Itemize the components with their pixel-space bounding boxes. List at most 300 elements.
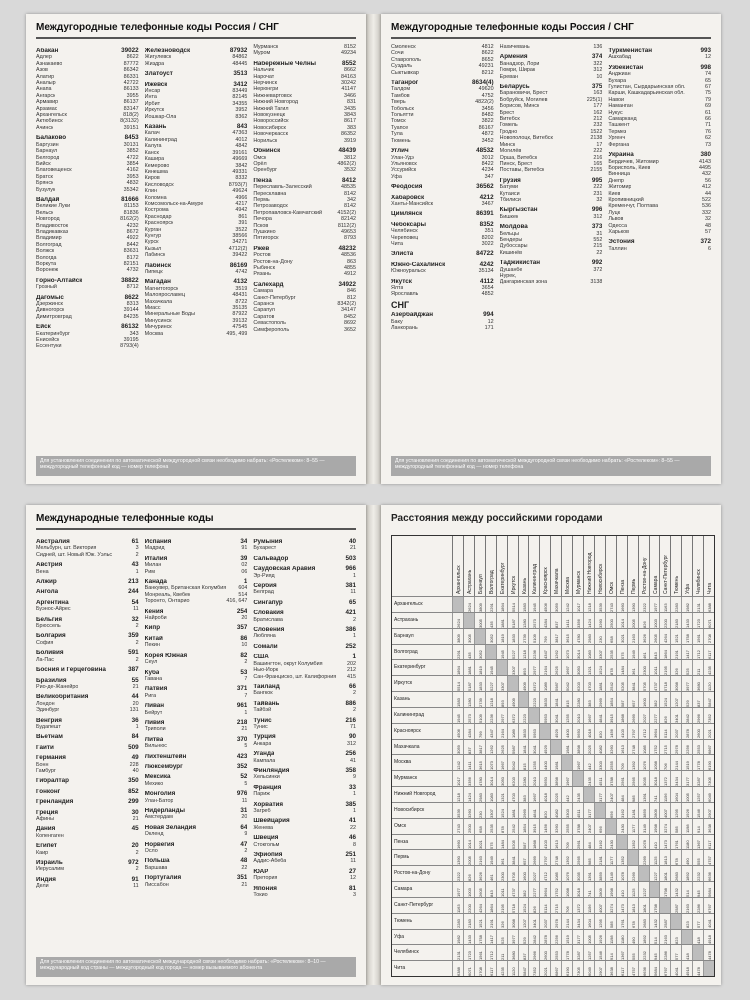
distance-value: 361 xyxy=(630,668,636,676)
dial-code: 8622 xyxy=(124,293,139,301)
dial-code: 84 xyxy=(131,733,139,741)
distance-value: 2283 xyxy=(456,919,461,929)
column-city-name: Астрахань xyxy=(466,569,473,594)
place-name: Краснодар xyxy=(144,213,172,220)
distance-value: 1801 xyxy=(641,903,647,913)
distance-value: 741 xyxy=(587,890,592,897)
distance-value: 1085 xyxy=(641,745,647,755)
distance-value: 1391 xyxy=(641,792,647,802)
distance-value: 893 xyxy=(521,668,527,676)
distance-value: 2200 xyxy=(663,618,669,628)
place-name: Боливия xyxy=(36,650,64,657)
distance-row xyxy=(452,723,714,740)
place-name: Ташкент xyxy=(608,122,630,129)
distance-value: 1014 xyxy=(619,618,625,628)
distance-value: 2555 xyxy=(565,824,571,834)
place-name: Анапа xyxy=(36,86,52,93)
distance-value: 2878 xyxy=(685,729,691,739)
dial-code: 2 xyxy=(353,690,357,697)
place-name: Абакан xyxy=(36,48,59,54)
distance-value: 2256 xyxy=(685,745,691,755)
distance-value: 1073 xyxy=(488,761,494,771)
code-column xyxy=(36,535,139,949)
distance-value: 4041 xyxy=(674,967,680,976)
distance-value: 1660 xyxy=(619,602,625,612)
distance-value: 2025 xyxy=(554,792,560,802)
distance-value: 2131 xyxy=(456,951,461,961)
place-name: Гамбург xyxy=(36,767,56,774)
place-name: Аналыр xyxy=(36,80,56,87)
dial-code: 39022 xyxy=(121,47,139,54)
city-code-entry xyxy=(145,252,248,258)
dial-code: 87932 xyxy=(229,47,248,54)
distance-value: 2407 xyxy=(587,824,592,834)
place-name: Тюмень xyxy=(391,137,411,144)
distance-value: 585 xyxy=(608,921,614,929)
column-city-name: Мурманск xyxy=(576,570,583,594)
distance-value: 3021 xyxy=(477,840,483,850)
dial-code: 38566 xyxy=(232,232,248,239)
distance-value: 5205 xyxy=(619,682,625,691)
place-name: Бухара xyxy=(608,77,627,84)
dial-code: 162 xyxy=(593,109,603,116)
distance-value: 1367 xyxy=(696,840,702,850)
dial-code: 3822 xyxy=(481,118,494,125)
dial-code: 8452 xyxy=(344,313,357,320)
distance-value: 1667 xyxy=(532,792,538,802)
distance-value: 3059 xyxy=(456,745,461,755)
distance-row xyxy=(452,739,714,756)
distance-value: 5514 xyxy=(510,602,516,612)
distance-value: 4737 xyxy=(510,887,516,897)
dial-code: 31 xyxy=(240,807,248,814)
row-city-name: Барнаул xyxy=(392,628,452,644)
place-name: Минск xyxy=(499,141,516,148)
page-title: Международные телефонные коды xyxy=(36,513,214,524)
place-name: Бузулук xyxy=(36,186,56,193)
dial-code: 3522 xyxy=(235,226,248,233)
place-name: Нижневартовск xyxy=(253,92,292,99)
distance-value: 2748 xyxy=(554,856,560,866)
distance-row xyxy=(452,786,714,803)
place-name: Сомали xyxy=(253,643,278,650)
distance-value: 2573 xyxy=(466,713,472,723)
dial-code: 12 xyxy=(705,54,712,61)
place-name: Гренландия xyxy=(36,799,74,806)
distance-value: 2500 xyxy=(466,824,472,834)
place-name: Владимир xyxy=(36,235,62,242)
dial-code: 347 xyxy=(484,173,494,180)
distance-value: 2131 xyxy=(696,602,702,612)
distance-value: 5684 xyxy=(652,967,658,976)
distance-value: 1227 xyxy=(641,887,647,897)
dial-code: 9 xyxy=(353,774,357,781)
dial-code: 45 xyxy=(131,825,139,833)
place-name: Ачинск xyxy=(36,124,54,131)
distance-value: 5114 xyxy=(543,904,549,913)
place-name: Челябинск xyxy=(391,228,418,235)
distance-value: 4841 xyxy=(532,808,538,818)
place-name: Эстония xyxy=(608,239,635,246)
dial-code: 86 xyxy=(240,634,248,642)
distance-value: 2969 xyxy=(597,697,603,707)
dial-code: 351 xyxy=(236,874,248,882)
dial-code: 81666 xyxy=(121,195,139,203)
column-city-name: Нижний Новгород xyxy=(587,552,593,594)
dial-code: 39195 xyxy=(123,337,139,344)
place-name: Токио xyxy=(253,892,268,899)
dial-code: 4942 xyxy=(235,207,248,214)
place-name: Узбекистан xyxy=(608,64,644,71)
distance-value: 1255 xyxy=(532,761,538,771)
distance-value: 1521 xyxy=(477,919,483,929)
country-code-entry xyxy=(145,764,248,770)
distance-value: 1833 xyxy=(477,682,483,691)
distance-value: 4737 xyxy=(652,682,658,691)
place-name: Бразилия xyxy=(36,677,67,684)
place-name: Монреаль, Квебек xyxy=(144,591,191,598)
dial-code: 34922 xyxy=(338,280,357,288)
distance-value: 1280 xyxy=(521,618,527,628)
column-city-name: Тюмень xyxy=(674,575,681,594)
city-code-entry xyxy=(145,743,248,749)
place-name: Осло xyxy=(144,848,158,855)
column-city-name: Москва xyxy=(565,576,572,594)
distance-value: 2269 xyxy=(641,856,647,866)
place-name: Златоуст xyxy=(144,71,173,78)
place-name: Эфиопия xyxy=(253,852,283,859)
dial-code: 47545 xyxy=(232,324,248,331)
place-name: Новая Зеландия xyxy=(144,824,197,831)
place-name: Кыргызстан xyxy=(499,207,538,214)
place-name: Саранск xyxy=(253,301,275,308)
city-code-entry xyxy=(36,724,139,730)
distance-value: 4506 xyxy=(543,602,549,612)
distance-value: 2277 xyxy=(532,887,538,897)
place-name: Великие Луки xyxy=(36,203,71,210)
distance-value: 3664 xyxy=(543,887,549,897)
dial-code: 3953 xyxy=(126,173,139,180)
distance-value: 3149 xyxy=(608,872,614,881)
place-name: Хабаровск xyxy=(391,194,425,201)
place-name: Ургенч xyxy=(608,135,626,142)
distance-value: 1977 xyxy=(456,887,461,897)
place-name: Ашхабад xyxy=(608,54,632,61)
distance-value: 2683 xyxy=(674,872,680,881)
title-rule xyxy=(36,37,356,39)
distance-value: 1432 xyxy=(652,919,658,929)
distance-value: 3915 xyxy=(532,824,538,834)
dial-code: 412 xyxy=(702,184,712,191)
dial-code: 228 xyxy=(129,761,139,768)
dial-code: 4112 xyxy=(480,277,494,285)
place-name: Пенза xyxy=(253,177,272,184)
dial-code: 87922 xyxy=(232,311,248,318)
place-name: Талдом xyxy=(391,86,411,93)
distance-value: 2223 xyxy=(532,697,538,707)
dial-code: 33 xyxy=(349,783,357,791)
dial-code: 231 xyxy=(593,190,603,197)
distance-value: 2565 xyxy=(630,777,636,786)
dial-code: 10 xyxy=(241,642,248,649)
distance-value: 1758 xyxy=(685,634,691,644)
dial-code: 49 xyxy=(131,754,139,762)
place-name: Брянск xyxy=(36,180,54,187)
distance-value: 4347 xyxy=(488,729,494,739)
distance-value: 656 xyxy=(597,826,603,834)
place-name: Тбилиси xyxy=(499,196,521,203)
distance-cell xyxy=(703,613,715,629)
dial-code: 81153 xyxy=(124,203,139,210)
place-name: Сан-Франциско, шт. Калифорния xyxy=(253,673,337,680)
row-city-name: Волгоград xyxy=(392,644,452,660)
place-name: Волгоград xyxy=(36,241,62,248)
distance-value: 2966 xyxy=(696,713,702,723)
place-name: Ванадзор, Лори xyxy=(499,60,540,67)
dial-code: 8 xyxy=(353,841,357,848)
city-code-entry xyxy=(253,758,356,764)
place-name: Таллин xyxy=(608,245,627,252)
distance-value: 442 xyxy=(587,763,592,771)
city-code-entry xyxy=(36,314,139,320)
dial-code: 4234 xyxy=(481,167,494,174)
place-name: Найроби xyxy=(144,615,167,622)
page-international-codes xyxy=(26,505,366,985)
dial-code: 69 xyxy=(705,103,712,110)
distance-value: 6636 xyxy=(707,872,713,881)
place-name: Хорватия xyxy=(253,801,284,808)
distance-value: 3021 xyxy=(619,634,625,644)
place-name: Корея Южная xyxy=(144,652,188,659)
distance-value: 837 xyxy=(554,620,560,628)
dial-code: 20 xyxy=(241,814,248,821)
dial-code: 322 xyxy=(593,60,603,67)
distance-value: 1073 xyxy=(565,650,571,660)
place-name: Гюмри, Ширак xyxy=(499,67,536,74)
city-code-entry xyxy=(253,707,356,713)
distance-value: 4082 xyxy=(554,808,560,818)
dial-code: 5 xyxy=(244,743,248,750)
distance-value: 383 xyxy=(587,700,592,707)
distance-value: 6071 xyxy=(707,618,713,628)
dial-code: 416, 647 xyxy=(226,598,248,605)
city-code-entry xyxy=(253,327,356,333)
dial-code: 1 xyxy=(353,808,357,814)
place-name: Кения xyxy=(144,608,164,615)
dial-code: 4012 xyxy=(235,136,248,143)
dialing-instructions: Для установления соединения по автоматической международной связи необходимо набрать: «Ростелеком»: 8–10 — международный код страны — междугородный код города — номер вызываемого абонента xyxy=(36,957,356,977)
distance-value: 1949 xyxy=(630,650,636,660)
place-name: Гаити xyxy=(36,744,54,751)
dial-code: 39422 xyxy=(232,252,248,259)
distance-value: 1417 xyxy=(488,935,494,945)
dial-code: 65 xyxy=(705,77,712,84)
distance-value: 1864 xyxy=(663,650,669,660)
place-name: Гулистан, Сырдарьинская обл. xyxy=(608,84,686,91)
dial-code: 74 xyxy=(705,71,712,78)
place-name: Вьетнам xyxy=(36,734,63,741)
dial-code: 49624 xyxy=(232,188,248,195)
place-name: Стокгольм xyxy=(253,841,280,848)
distance-value: 6203 xyxy=(510,777,516,786)
dial-code: 225(1) xyxy=(586,96,603,103)
distance-value: 5514 xyxy=(456,682,461,691)
place-name: США xyxy=(253,654,269,661)
distance-table xyxy=(391,535,715,977)
distance-value: 1758 xyxy=(477,935,483,945)
place-name: Швеция xyxy=(253,835,279,842)
distance-value: 2542 xyxy=(608,682,614,691)
page-intercity-codes-right xyxy=(381,14,721,484)
column-city-name: Красноярск xyxy=(543,567,550,594)
distance-cell xyxy=(703,676,715,692)
dial-code: 4832 xyxy=(126,180,139,187)
distance-value: 5953 xyxy=(532,729,538,739)
city-code-entry xyxy=(391,174,494,180)
code-column xyxy=(500,44,603,448)
distance-value: 3809 xyxy=(477,602,483,612)
place-name: Сербия xyxy=(253,583,277,590)
distance-value: 484 xyxy=(587,842,592,850)
place-name: Витебск xyxy=(499,116,520,123)
dial-code: 84722 xyxy=(476,250,494,258)
dial-code: 86137 xyxy=(123,99,139,106)
place-name: Уссурийск xyxy=(391,167,417,174)
dial-code: 8793(7) xyxy=(228,181,248,188)
place-name: Южно-Сахалинск xyxy=(391,261,446,268)
dial-code: 48232 xyxy=(338,244,357,252)
distance-value: 1177 xyxy=(630,824,636,834)
dial-code: 35342 xyxy=(123,186,139,193)
distance-value: 1841 xyxy=(554,697,560,707)
city-code-entry xyxy=(36,833,139,839)
city-code-entry xyxy=(253,808,356,814)
distance-value: 799 xyxy=(477,731,483,739)
distance-value: 587 xyxy=(521,842,527,850)
place-name: Братск xyxy=(36,173,53,180)
dial-code: 3466 xyxy=(344,92,357,99)
distance-value: 3977 xyxy=(510,935,516,945)
distance-value: 3177 xyxy=(597,792,603,802)
distance-value: 3615 xyxy=(477,761,483,771)
distance-value: 575 xyxy=(488,842,494,850)
place-name: Петропавловск-Камчатский xyxy=(253,209,323,216)
dial-code: 996 xyxy=(591,206,603,214)
place-name: Переславль-Залесский xyxy=(253,184,312,191)
distance-value: 1125 xyxy=(630,888,636,897)
distance-value: 6117 xyxy=(707,840,713,850)
dial-code: 2 xyxy=(353,616,357,623)
city-code-entry xyxy=(36,707,139,713)
place-name: Калуга xyxy=(144,143,162,150)
city-code-entry xyxy=(145,865,248,871)
distance-value: 6388 xyxy=(456,967,461,976)
distance-value: 1473 xyxy=(663,840,669,850)
distance-value: 1218 xyxy=(587,602,592,612)
distance-value: 2625 xyxy=(499,745,505,755)
dial-code: 212 xyxy=(347,667,357,674)
distance-value: 1391 xyxy=(587,872,592,881)
city-code-entry xyxy=(36,768,139,774)
place-name: Рига xyxy=(144,692,157,699)
city-code-entry xyxy=(145,642,248,648)
distance-value: 657 xyxy=(521,858,527,866)
dial-code: 82145 xyxy=(232,94,248,101)
place-name: Новосибирск xyxy=(253,124,286,131)
distance-row xyxy=(452,929,714,946)
place-name: Поставы, Витебск xyxy=(499,167,545,174)
distance-value: 820 xyxy=(543,810,549,818)
distance-value: 5718 xyxy=(663,682,669,691)
dial-code: 41 xyxy=(349,817,357,825)
city-code-entry xyxy=(253,50,356,56)
distance-row xyxy=(452,802,714,819)
dial-code: 36562 xyxy=(476,183,494,191)
place-name: Днепр xyxy=(608,177,624,184)
place-name: Кутаиси xyxy=(499,190,520,197)
place-name: Кропивницкий xyxy=(608,196,644,203)
place-name: Москва xyxy=(144,330,164,337)
city-code-entry xyxy=(145,882,248,888)
dial-code: 30 xyxy=(131,808,139,816)
place-name: Тунис xyxy=(253,717,272,724)
distance-value: 2561 xyxy=(619,777,625,786)
distance-value: 1798 xyxy=(652,903,658,913)
city-code-entry xyxy=(253,690,356,696)
place-name: Грозный xyxy=(36,284,57,291)
place-name: Норвегия xyxy=(144,841,175,848)
dial-code: 31 xyxy=(596,230,603,237)
city-code-entry xyxy=(145,798,248,804)
distance-value: 2624 xyxy=(456,618,461,628)
dial-code: 514 xyxy=(238,591,248,598)
distance-value: 1198 xyxy=(685,824,691,834)
distance-value: 1881 xyxy=(597,682,603,691)
distance-value: 2037 xyxy=(674,729,680,739)
distance-value: 2195 xyxy=(499,903,505,913)
distance-value: 1180 xyxy=(619,935,625,945)
distance-value: 2542 xyxy=(510,824,516,834)
distance-value: 4712 xyxy=(641,729,647,739)
distance-value: 3018 xyxy=(576,887,582,897)
dial-code: 4242 xyxy=(479,260,494,268)
place-name: Окленд xyxy=(144,831,164,838)
distance-cell xyxy=(703,660,715,676)
distance-value: 4757 xyxy=(630,967,636,976)
dial-code: 8652 xyxy=(481,56,494,63)
page-intercity-codes-left xyxy=(26,14,366,484)
dial-code: 3654 xyxy=(481,285,494,291)
dial-code: 84235 xyxy=(123,313,139,320)
place-name: Наманган xyxy=(608,103,633,110)
place-name: Арзамас xyxy=(36,105,58,112)
place-name: Брест xyxy=(499,109,515,116)
city-code-entry xyxy=(253,573,356,579)
dial-code: 8622 xyxy=(126,54,139,61)
place-name: Алатир xyxy=(36,73,55,80)
distance-value: 1005 xyxy=(587,935,592,945)
dial-code: 49331 xyxy=(232,168,248,175)
dial-code: 351 xyxy=(484,228,494,235)
distance-value: 826 xyxy=(532,905,538,913)
distance-value: 3833 xyxy=(543,697,549,707)
place-name: Душанбе xyxy=(499,266,523,273)
dial-code: 4495 xyxy=(699,164,712,171)
city-code-entry xyxy=(500,44,603,50)
distance-cell xyxy=(703,629,715,645)
dial-code: 256 xyxy=(345,750,357,758)
distance-value: 1524 xyxy=(499,808,505,818)
